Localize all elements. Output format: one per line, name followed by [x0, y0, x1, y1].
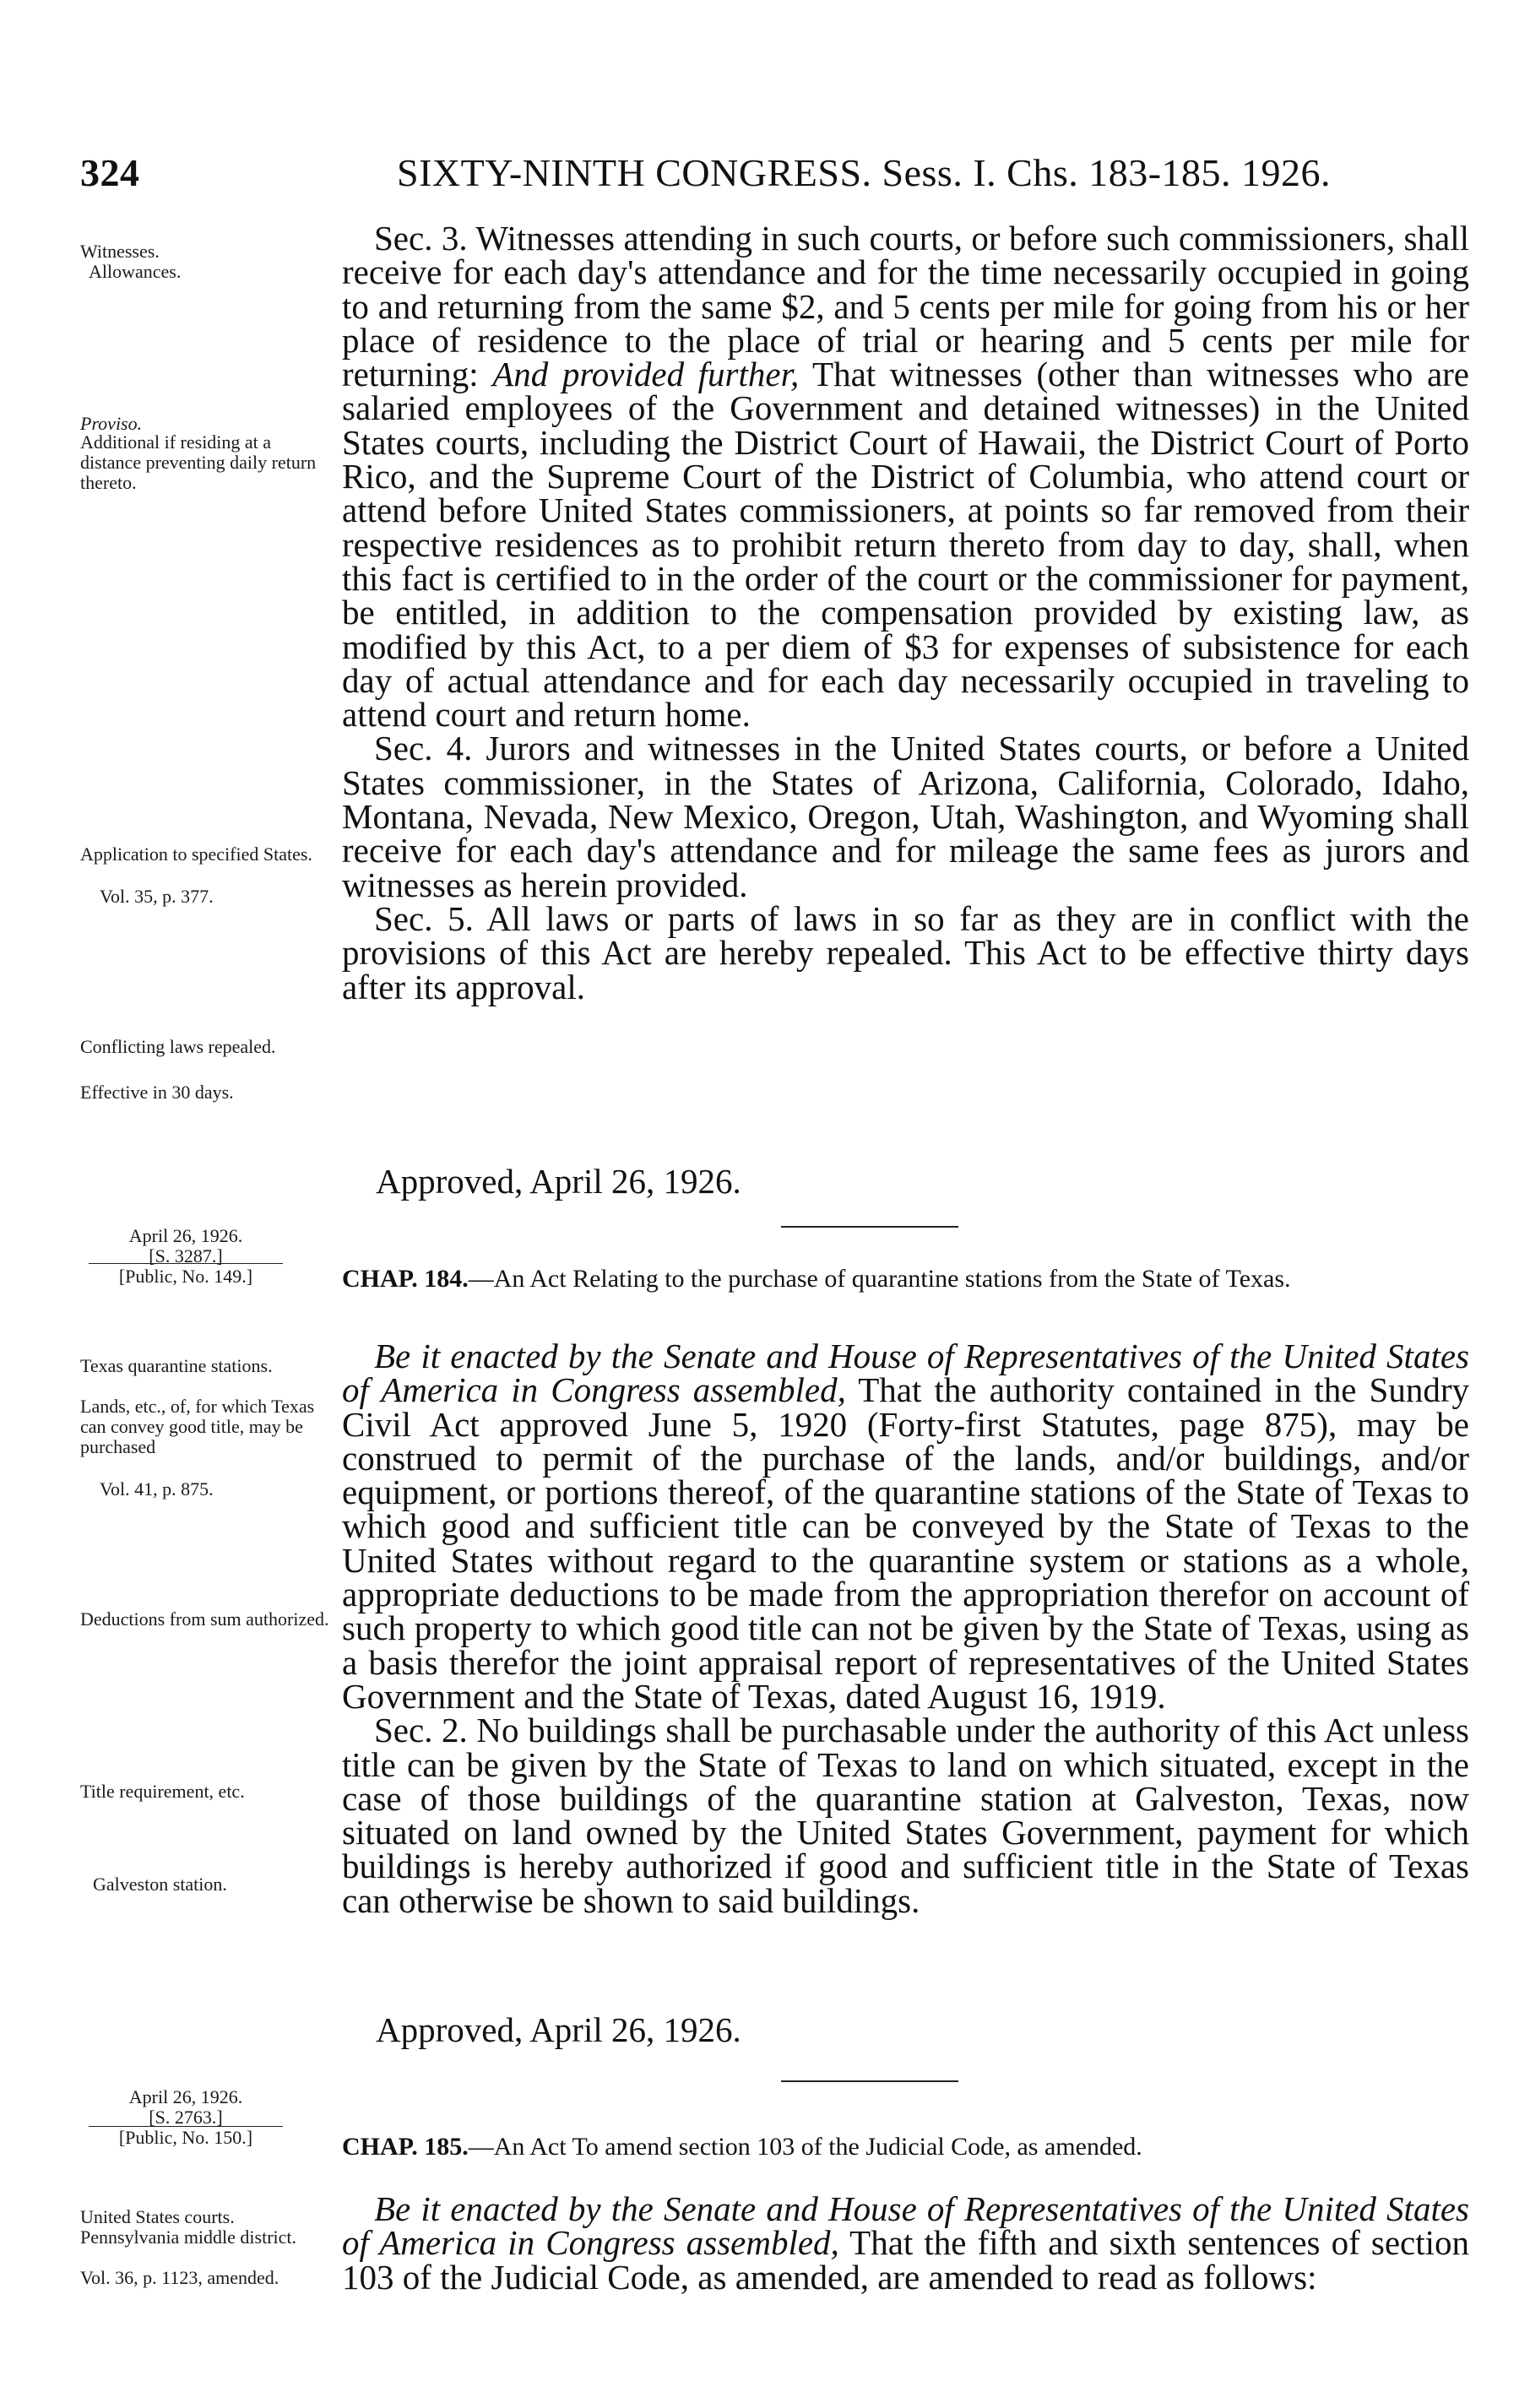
proviso-text: That witnesses (other than witnesses who are salaried employees of the Government and detained witnesses) in the United States courts, including the District Court of Hawaii, the District Court of Porto Rico, and the Supreme Court of the District of Columbia, who attend court or attend before United States commissioners, at points so far removed from their respective residences as to prohibit return thereto from day to day, shall, when this fact is certified to in the order of the court or the commissioner for payment, be entitled, in addition to the compensation provided by existing law, as modified by this Act, to a per diem of $3 for expenses of subsistence for each day of actual attendance and for each day necessarily occupied in traveling to attend court and return home. [342, 355, 1469, 735]
chapter-185-title [342, 2131, 1469, 2163]
chapter-184-title [342, 1263, 1469, 1295]
note-rule [89, 1263, 283, 1264]
public-law-185: [Public, No. 150.] [118, 2127, 253, 2148]
section-3: Sec. 3. Witnesses attending in such courts, or before such commissioners, shall receive for each day's attendance and for the time necessarily occupied in going to and returning from the same $2, and 5 cents per mile for going from his or her place of residence to the place of trial or hearing and 5 cents per mile for returning: [342, 219, 1469, 394]
proviso-lead: And provided further, [492, 355, 800, 394]
margin-note-title-req: Title requirement, etc. [80, 1781, 245, 1802]
approval-183: Approved, April 26, 1926. [376, 1162, 741, 1201]
enacting-clause-184: Be it enacted by the Senate and House of Representatives of the United States of America in Congress assembled, [342, 1337, 1469, 1410]
section-divider [781, 1226, 958, 1228]
margin-note-galveston: Galveston station. [93, 1874, 227, 1895]
section-4: Sec. 4. Jurors and witnesses in the United States courts, or before a United States commissioner, in the States of Arizona, California, Colorado, Idaho, Montana, Nevada, New Mexico, Oregon, Utah, Washington, and Wyoming shall receive for each day's attendance and for mileage the same fees as jurors and witnesses as herein provided. [342, 729, 1469, 904]
running-head: SIXTY-NINTH CONGRESS. Sess. I. Chs. 183-185. 1926. [397, 151, 1332, 194]
margin-note-lands: Lands, etc., of, for which Texas can convey good title, may be purchased [80, 1396, 315, 1457]
margin-note-conflicting: Conflicting laws repealed. [80, 1036, 276, 1057]
margin-note-district: Pennsylvania middle district. [80, 2226, 297, 2248]
chap-185-label: CHAP. 185. [342, 2133, 469, 2161]
margin-note-vol35: Vol. 35, p. 377. [100, 886, 214, 907]
margin-note-proviso: Proviso. [80, 413, 143, 434]
section-divider [781, 2080, 958, 2082]
section-5: Sec. 5. All laws or parts of laws in so far as they are in conflict with the provisions of this Act are hereby repealed. This Act to be effective thirty days after its approval. [342, 898, 1469, 1006]
margin-note-texas: Texas quarantine stations. [80, 1355, 273, 1376]
page-number: 324 [80, 151, 140, 194]
enacting-clause-185: Be it enacted by the Senate and House of Representatives of the United States of America in Congress assembled, [342, 2189, 1469, 2263]
chap-184-label: CHAP. 184. [342, 1265, 469, 1293]
margin-note-additional: Additional if residing at a distance preventing daily return thereto. [80, 431, 317, 493]
chap-185-title-text: —An Act To amend section 103 of the Judicial Code, as amended. [468, 2133, 1142, 2161]
note-rule [89, 2126, 283, 2127]
section-2-184: Sec. 2. No buildings shall be purchasable under the authority of this Act unless title can be given by the State of Texas to land on which situated, except in the case of those buildings of the quarantine station at Galveston, Texas, now situated on land owned by the United States Government, payment for which buildings is hereby authorized if good and sufficient title in the State of Texas can otherwise be shown to said buildings. [342, 1711, 1469, 1920]
margin-note-application: Application to specified States. [80, 843, 312, 865]
margin-note-deductions: Deductions from sum authorized. [80, 1608, 329, 1630]
margin-note-courts: United States courts. [80, 2206, 235, 2227]
public-law-184: [Public, No. 149.] [118, 1266, 253, 1287]
margin-note-allowances: Allowances. [89, 261, 182, 282]
chapter-185-body [342, 2189, 1469, 2297]
section-1-185: That the fifth and sixth sentences of section 103 of the Judicial Code, as amended, are amended to read as follows: [342, 2223, 1469, 2297]
date-184: April 26, 1926. [128, 1225, 243, 1246]
section-1-184: That the authority contained in the Sundry Civil Act approved June 5, 1920 (Forty-first Statutes, page 875), may be construed to permit of the purchase of the lands, and/or buildings, and/or equipment, or portions thereof, of the quarantine stations of the State of Texas to which good and sufficient title can be conveyed by the State of Texas to the United States without regard to the quarantine system or stations as a whole, appropriate deductions to be made from the appropriation therefor on account of such property to which good title can not be given by the State of Texas, using as a basis therefor the joint appraisal report of representatives of the United States Government and the State of Texas, dated August 16, 1919. [342, 1370, 1469, 1716]
chapter-183-body [342, 221, 1469, 1004]
margin-note-vol36: Vol. 36, p. 1123, amended. [80, 2267, 279, 2288]
bill-185: [S. 2763.] [149, 2107, 223, 2128]
chapter-184-body [342, 1337, 1469, 1920]
margin-note-effective: Effective in 30 days. [80, 1082, 234, 1103]
margin-note-vol41: Vol. 41, p. 875. [100, 1478, 214, 1500]
margin-note-witnesses: Witnesses. [80, 241, 160, 262]
approval-184: Approved, April 26, 1926. [376, 2010, 741, 2049]
bill-184: [S. 3287.] [149, 1245, 223, 1266]
date-185: April 26, 1926. [128, 2086, 243, 2107]
chap-184-title-text: —An Act Relating to the purchase of quarantine stations from the State of Texas. [468, 1265, 1291, 1293]
running-header [80, 150, 1465, 201]
